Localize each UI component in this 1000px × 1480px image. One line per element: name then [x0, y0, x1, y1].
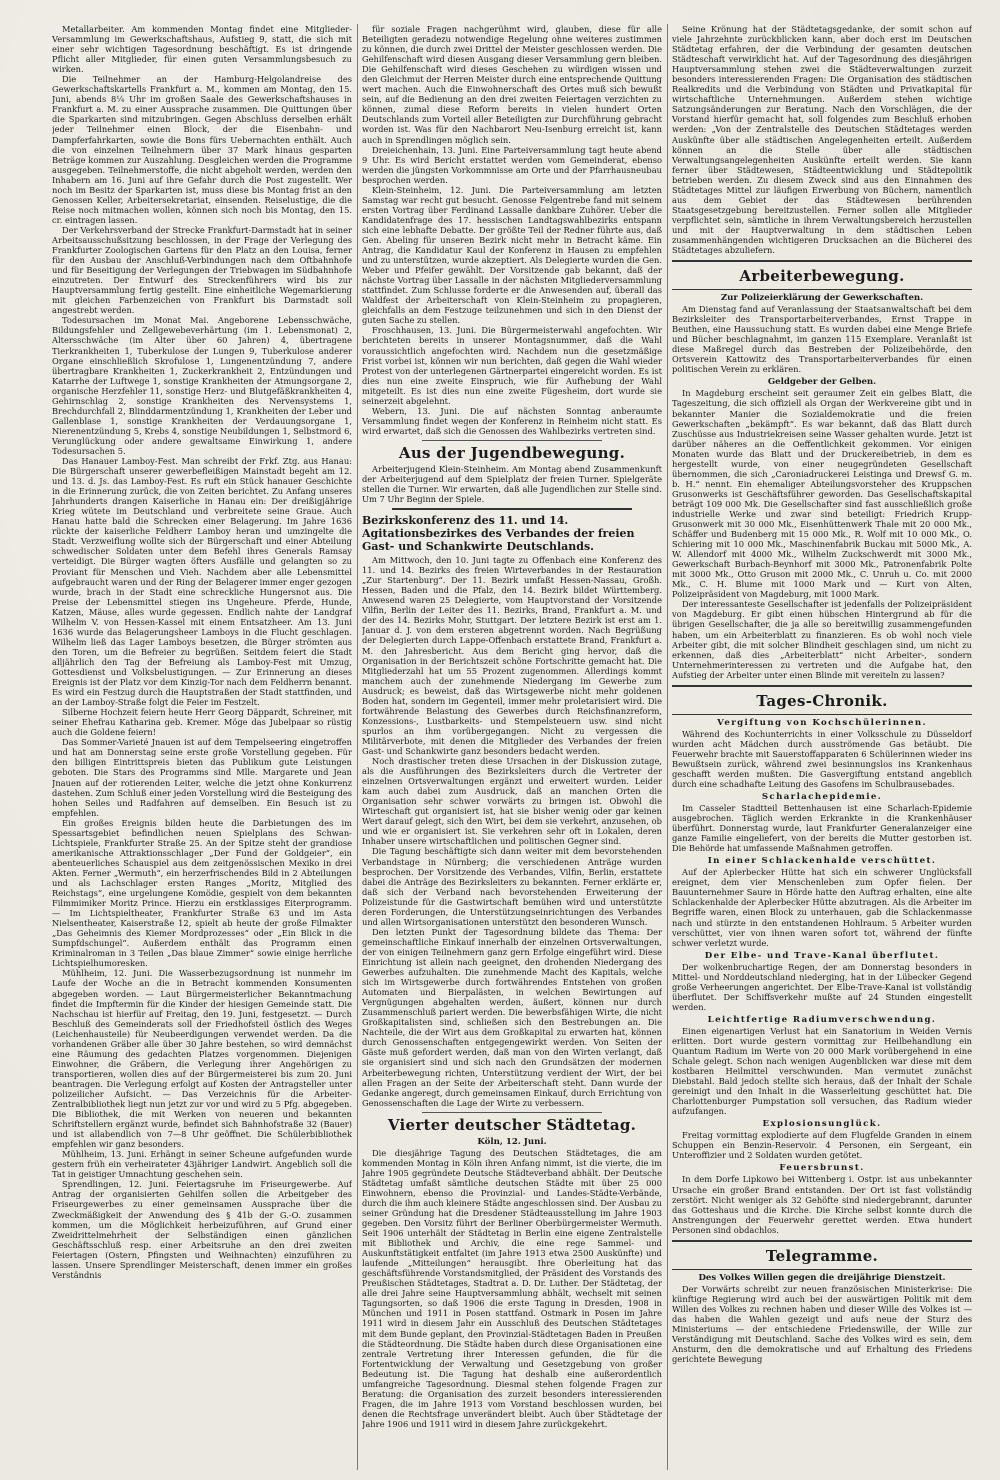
- article-sommer-variete: Das Sommer-Varieté Jnauen ist auf dem Tempelseering eingetroffen und hat am Donnerstag seine erste große Vorstellung gegeben. Für den billigen Eintrittspreis bieten das Publikum gute Leistungen geboten. Die Stars des Programms sind Mlle. Margarete und Jean Jnauen auf der rotierenden Leiter, welche die jetzt ohne Konkurrenz dastehen. Zum Schluß einer jeden Vorstellung wird die Besteigung des hohen Seiles und Radfahren auf demselben. Ein Besuch ist zu empfehlen.: [52, 737, 352, 818]
- article-silberne-hochzeit: Silberne Hochzeit feiern heute Herr Georg Däppardt, Schreiner, mit seiner Ehefrau Katharina geb. Kremer. Möge das Jubelpaar so rüstig auch die Goldene feiern!: [52, 707, 352, 738]
- section-divider: [422, 1112, 602, 1113]
- section-heading-tages-chronik: Tages-Chronik.: [756, 691, 888, 710]
- article-lamboy-fest: Das Hanauer Lamboy-Fest. Man schreibt der Frkf. Ztg. aus Hanau: Die Bürgerschaft unserer gewerbefleißigen Mainstadt begeht am 12. und 13. d. Js. das Lamboy-Fest. Es ruft ein Stück hanauer Geschichte in die Erinnerung zurück, die von Zeiten berichtet. Zu Anfang unseres Jahrhunderts drangen Kaiserliche in Hanau ein: Der dreißigjährige Krieg wütete im Deutschland und verbreitete seine Graue. Auch Hanau hatte bald die Schrecken einer Belagerung. Im Jahre 1636 rückte der kaiserliche Feldherr Lamboy heran und umzingelte die Stadt. Verzweiflung wollte sich der Bürgerschaft und einer Abteilung schwedischer Soldaten unter dem Befehl ihres Generals Ramsay verteidigt. Die Bürger wagten öfters Ausfälle und gelangten so zu Proviant für Menschen und Vieh. Nachdem aber alle Lebensmittel aufgebraucht waren und der Ring der Belagerer immer enger gezogen wurde, brach in der Stadt eine schreckliche Hungersnot aus. Die Preise der Lebensmittel stiegen ins Ungeheure. Pferde, Hunde, Katzen, Mäuse, alles wurde gegessen. Endlich nahte der Landgraf Wilhelm V. von Hessen-Kassel mit einem Entsatzheer. Am 13. Juni 1636 wurde das Belagerungsheer Lamboys in die Flucht geschlagen. Wilhelm ließ das Lager Lamboys besetzen, die Bürger strömten aus den Toren, um die Befreier zu begrüßen. Seitdem feiert die Stadt alljährlich den Tag der Befreiung als Lamboy-Fest mit Umzug, Gottesdienst und Volksbelustigungen. — Zur Erinnerung an dieses Ereignis ist der Platz vor dem Kinzig-Tor nach dem Feldherrn benannt. Es wird ein Festzug durch die Hauptstraßen der Stadt stattfinden, und an der Lamboy-Straße folgt die Feier im Festzelt.: [52, 456, 352, 708]
- article-bezirkskonferenz-2: Noch drastischer treten diese Ursachen in der Diskussion zutage, als die Ausführungen des Bezirksleiters durch die Vertreter der einzelnen Ortsverwaltungen ergänzt und erweitert wurden. Leider kam auch dabei zum Ausdruck, daß an manchen Orten die Organisation sehr schwer vorwärts zu bringen ist. Obwohl die Wirteschaft gut organisiert ist, hat sie bisher wenig oder gar keinen Wert darauf gelegt, sich den Wirt, bei dem sie verkehrt, anzusehen, ob und wie er organisiert ist. Sie verkehren sehr oft in Lokalen, deren Inhaber unsere wirtschaftlichen und politischen Gegner sind.: [362, 756, 662, 847]
- article-muehlheim-12: Mühlheim, 12. Juni. Die Wasserbezugsordnung ist nunmehr im Laufe der Woche an die in Betracht kommenden Konsumenten abgegeben worden. — Laut Bürgermeisterlicher Bekanntmachung findet die Impftermin für die Kinder der hiesigen Gemeinde statt. Die Nachschau ist hierfür auf Freitag, den 19. Juni, festgesetzt. — Durch Beschluß des Gemeinderats soll der Friedhofsteil östlich des Weges (Leichenhausteile) für Neubeerdigungen verwendet werden. Da die vorhandenen Gräber alle über 30 Jahre bestehen, so wird demnächst eine Räumung des gedachten Platzes vorgenommen. Diejenigen Einwohner, die Gräbern, die Verlegung ihrer Angehörigen zu transportieren, wollen dies auf der Bürgermeisterei bis zum 20. Juni beantragen. Die Verlegung erfolgt auf Kosten der Antragsteller unter polizeilicher Aufsicht. — Das Verzeichnis für die Arbeiter-Zentralbibliothek liegt nun jetzt zur vor und wird zu 5 Pfg. abgegeben. Die Bibliothek, die mit Werken von neueren und bekannten Schriftstellern ergänzt wurde, befindet sich Bahnhofstraße 32 (Bauer) und ist allabendlich von 7—8 Uhr geöffnet. Die Schülerbibliothek empfehlen wir ganz besonders.: [52, 968, 352, 1150]
- subheading-schlackenhalde: In einer Schlackenhalde verschüttet.: [707, 856, 937, 867]
- article-webern: Webern, 13. Juni. Die auf nächsten Sonntag anberaumte Versammlung findet wegen der Konferenz in Reinheim nicht statt. Es wird erwartet, daß sich die Genossen des Wahlbezirks vertreten sind.: [362, 405, 662, 436]
- article-continuation: für soziale Fragen nachgerühmt wird, glauben, diese für alle Beteiligten geradezu notwendige Regelung ohne weiteres zustimmen zu können, die durch zwei Drittel der Meister geschlossen werden. Die Gehilfenschaft wird diesen Ausgang dieser Versammlung gern bleiben. Die Gehilfenschaft wird dieses Geschehen zu würdigen wissen und den Gleichmut der Herren Meister durch eine entsprechende Quittung wert machen. Auch die Einwohnerschaft des Ortes muß sich bewußt sein, auf die Bedienung an den drei zweiten Feiertagen verzichten zu können, zumal diese Reform bereits in vielen hundert Orten Deutschlands zum Vorteil aller Beteiligten zur Durchführung gebracht worden ist. Was für den Nachbarort Neu-Isenburg erreicht ist, kann auch in Sprendlingen möglich sein.: [362, 24, 662, 145]
- subheading-polizeierklaerung: Zur Polizeierklärung der Gewerkschaften.: [720, 293, 924, 304]
- section-heading-arbeiterbewegung: Arbeiterbewegung.: [739, 267, 905, 286]
- article-metallarbeiter: Metallarbeiter. Am kommenden Montag findet eine Mitglieder-Versammlung im Gewerkschaftshaus, Aufstieg 9, statt, die sich mit einer sehr wichtigen Tagesordnung beschäftigt. Es ist dringende Pflicht aller Mitglieder, für einen guten Versammlungsbesuch zu wirken.: [52, 24, 352, 75]
- article-explosion: Freitag vormittag explodierte auf dem Flugfelde Granden in einem Schuppen ein Benzin-Reservoir. 4 Personen, ein Sergeant, ein Unteroffizier und 2 Soldaten wurden getötet.: [672, 1130, 972, 1161]
- article-arbeiterjugend: Arbeiterjugend Klein-Steinheim. Am Montag abend Zusammenkunft der Arbeiterjugend auf dem Spielplatz der freien Turner. Spielgeräte stellen die Turner. Wir erwarten, daß alle Jugendlichen zur Stelle sind. Um 7 Uhr Beginn der Spiele.: [362, 463, 662, 505]
- section-heading-jugend: Aus der Jugendbewegung.: [398, 443, 626, 462]
- subheading-volkes-willen: Des Volkes Willen gegen die dreijährige Dienstzeit.: [698, 1272, 946, 1283]
- article-sprendlingen: Sprendlingen, 12. Juni. Feiertagsruhe im Friseurgewerbe. Auf Antrag der organisierten Gehilfen sollen die Arbeitgeber des Friseurgewerbes zu einer gemeinsamen Aussprache über die Zweckmäßigkeit der Anwendung des § 41b der G.-O. zusammen kommen, um die Möglichkeit herbeizuführen, auf Grund einer Zweidrittelmehrheit der Selbständigen einen gänzlichen Geschäftsschluß resp. einer Arbeitsruhe an den drei zweiten Feiertagen (Ostern, Pfingsten und Weihnachten) einzuführen zu lassen. Unsere Sprendlinger Meisterschaft, denen immer ein großes Verständnis: [52, 1179, 352, 1280]
- article-feuersbrunst: In dem Dorfe Lipkowo bei Wittenberg i. Ostpr. ist aus unbekannter Ursache ein großer Brand entstanden. Der Ort ist fast vollständig zerstört. Nicht weniger als 32 Gehöfte sind niedergebrannt, darunter das Gotteshaus und die Kirche. Die Kirche selbst konnte durch die Anstrengungen der Feuerwehr gerettet werden. Etwa hundert Personen sind obdachlos.: [672, 1174, 972, 1235]
- article-telegramm: Der Vorwärts schreibt zur neuen französischen Ministerkrise: Die künftige Regierung wird auch bei der auswärtigen Politik mit dem Willen des Volkes zu rechnen haben und dieser Wille des Volkes ist — das haben die Wahlen gezeigt und aufs neue der Sturz des Ministeriums — der entschiedene Friedenswille, der Wille zur Verständigung mit Deutschland. Sache des Volkes wird es sein, dem Ansturm, den die demokratische und auf Erhaltung des Friedens gerichtete Bewegung: [672, 1283, 972, 1365]
- section-divider: [392, 508, 632, 510]
- article-geldgeber-2: Der interessanteste Gesellschafter ist jedenfalls der Polizeipräsident von Magdeburg. Er gibt einen hübschen Hintergrund ab für die übrigen Gesellschafter, die ja alle so bereitwillig zusammengefunden haben, um ein Arbeiterblatt zu finanzieren. Es ob wohl noch viele Arbeiter gibt, die mit solcher Blindheit geschlagen sind, um nicht zu erkennen, daß dies „Arbeiterblatt“ nicht Arbeiter-, sondern Unternehmerinteressen zu vertreten und die Aufgabe hat, den Aufstieg der Arbeiter unter einen Blinde mit vereiteln zu lassen?: [672, 599, 972, 680]
- article-grosses-ereignis: Ein großes Ereignis bilden heute die Darbietungen des im Spessartsgebiet befindlichen neuen Spielplans des Schwan-Lichtspiele, Frankfurter Straße 25. An der Spitze steht der grandiose amerikanische Attraktionsschlager „Der Fund der Goldgeier“, ein abenteuerliches Schauspiel aus dem zeitgenössischen Mexiko in drei Akten. Ferner „Wermuth“, ein herzerfrischendes Bild in 2 Abteilungen und als Lachschlager ersten Ranges „Moritz, Mitglied des Reichstags“, eine urgelungene Komödie, gespielt von dem bekannten Filmmimiker Moritz Prince. Hierzu ein erstklassiges Eiterprogramm. — Im Lichtspieltheater, Frankfurter Straße 63 und im Asta Nielsentheater, Kaiserstraße 12, spielt ab heute der große Filmakter „Das Geheimnis des Kiemer Mordprozesses“ oder „Ein Blick in die Sumpfdschungel“. Außerdem enthält das Programm einen Kriminalroman in 3 Teilen „Das blaue Zimmer“ sowie einige herrliche Lichtspielhumoresken.: [52, 817, 352, 969]
- subheading-scharlach: Scharlachepidemie.: [761, 792, 883, 803]
- article-scharlach: Im Casseler Stadtteil Bettenhausen ist eine Scharlach-Epidemie ausgebrochen. Täglich werden Erkrankte in die Krankenhäuser überführt. Donnerstag wurde, laut Frankfurter Generalanzeiger eine ganze Familie eingeliefert, von der bereits die Mutter gestorben ist. Die Behörde hat umfassende Maßnahmen getroffen.: [672, 803, 972, 854]
- subheading-radium: Leichtfertige Radiumverschwendung.: [707, 1014, 937, 1025]
- article-bezirkskonferenz-4: Den letzten Punkt der Tagesordnung bildete das Thema: Der gemeinschaftliche Einkauf innerhalb der einzelnen Ortsverwaltungen, der von einigen Teilnehmern ganz gern Erfolge eingeführt wird. Diese Einrichtung ist allein nach geeignet, den drohenden Niedergang des Gewerbes aufzuhalten. Die zunehmende Macht des Kapitals, welche sich im Wirtsgewerbe durch fortwährendes Entstehen von großen Automaten und Bierpalästen, in welchen Bewirtungen auf Vergnügungen abgehalten werden, äußert, können nur durch Zusammenschluß pariert werden. Die bewerbsfähigen Wirte, die nicht Großkapitalisten sind, schließen sich den Bestrebungen an. Die Nachteile, die der Wirt aus dem Großkapital zu erwarten hat, können durch Genossenschaften entgegengewirkt werden. Von Seiten der Gäste muß gefordert werden, daß man von den Wirten verlangt, daß sie organisiert sind und sich nach den Grundsätzen der modernen Arbeiterbewegung richten, Unterstützung verdient der Wirt, der bei allen Fragen an der Seite der Arbeiterschaft steht. Dann wurde der Gedanke angeregt, durch gemeinsamen Einkauf, durch Errichtung von Genossenschaften die Lage der Wirte zu verbessern.: [362, 926, 662, 1108]
- article-schlackenhalde: Auf der Aplerbecker Hütte hat sich ein schwerer Unglücksfall ereignet, dem vier Menschenleben zum Opfer fielen. Der Bauunternehmer Saure in Hörde hatte den Auftrag erhalten, eine alte Schlackenhalde der Aplerbecker Hütte abzutragen. Als die Arbeiter im Begriffe waren, einen Block zu unterhauen, gab die Schlackenmasse nach und stürzte in den entstandenen Hohlraum. 5 Arbeiter wurden verschüttet, vier von ihnen waren sofort tot, während der fünfte schwer verletzt wurde.: [672, 867, 972, 948]
- article-verkehrsverband: Der Verkehrsverband der Strecke Frankfurt-Darmstadt hat in seiner Arbeitsausschußsitzung beschlossen, in der Frage der Verlegung des Frankfurter Zoologischen Gartens für den Platz an den Louisa, ferner für den Ausbau der Anschluß-Verbindungen nach dem Oftbahnhofe und für Beseitigung der Verlegungen der Triebwagen im Südbahnhofe einzutreten. Der Entwurf des Streckenführers wird bis zur Hauptversammlung fertig gestellt. Eine einheitliche Wegemarkierung mit gleichen Farbenzeichen von Frankfurt bis Darmstadt soll angestrebt werden.: [52, 224, 352, 316]
- subheading-vergiftung: Vergiftung von Kochschülerinnen.: [717, 717, 927, 728]
- section-divider: [422, 440, 602, 441]
- section-header-box: [672, 1240, 972, 1270]
- article-dreieichenhain: Dreieichenhain, 13. Juni. Eine Parteiversammlung tagt heute abend 9 Uhr. Es wird Bericht erstattet werden vom Gemeinderat, ebenso werden die jüngsten Vorkommnisse am Orte und der Pfarrhausneubau besprochen werden.: [362, 144, 662, 185]
- article-radium: Einen eigenartigen Verlust hat ein Sanatorium in Weiden Vernis erlitten. Dort wurde gestern vormittag zur Heilbehandlung ein Quantum Radium im Werte von 20 000 Mark vorübergehend in eine Schale gelegt. Schon nach wenigen Augenblicken war diese mit dem kostbaren Heilmittel verschwunden. Man vermutet zunächst Diebstahl. Bald jedoch stellte sich heraus, daß der Inhalt der Schale gereinigt und den Inhalt in die Wasserleitung geschüttet hat. Die Charlottenburger Pumpstation soll versuchen, das Radium wieder aufzufangen.: [672, 1025, 972, 1117]
- subheading-geldgeber: Geldgeber der Gelben.: [767, 377, 877, 388]
- column-rule: [357, 24, 358, 1470]
- column-rule: [667, 24, 668, 1470]
- article-vergiftung: Während des Kochunterrichts in einer Volksschule zu Düsseldorf wurden acht Mädchen durch ausströmende Gas betäubt. Die Feuerwehr brachte mit Sauerstoffapparaten 6 Schülerinnen wieder ins Bewußtsein zurück, während zwei besinnungslos ins Krankenhaus geschafft werden mußten. Die Gasvergiftung entstand angeblich durch eine schadhafte Leitung des Gasofens im Schulbrausebades.: [672, 728, 972, 789]
- subheading-explosion: Explosionsunglück.: [762, 1119, 882, 1130]
- article-bezirkskonferenz-3: Die Tagung beschäftigte sich dann weiter mit dem bevorstehenden Verbandstage in Nürnberg; die verschiedenen Anträge wurden besprochen. Der Vorsitzende des Verbandes, Vilfin, Berlin, erstattete dabei die Anträge des Bezirksleiters zu bekannten. Ferner erklärte er, daß sich der Verband nach bevorstehenden Erweiterung der Polizeistunde für die Gastwirtschaft bemühen wird und unterstützte deren Forderungen, die Unterstützungseinrichtungen des Verbandes und allen Wirtsorganisationen unterstützt den besonderen Wunsch.: [362, 846, 662, 927]
- section-header-box: [672, 685, 972, 715]
- headline-bezirkskonferenz: Bezirkskonferenz des 11. und 14. Agitationsbezirkes des Verbandes der freien Gast- und Schankwirte Deutschlands.: [362, 514, 635, 554]
- article-klein-steinheim: Klein-Steinheim, 12. Juni. Die Parteiversammlung am letzten Samstag war recht gut besucht. Genosse Felgentrebe fand mit seinem ersten Vortrag über Ferdinand Lassalle dankbare Zuhörer. Ueber die Kandidatenfrage des 17. hessischen Landtagswahlbezirks entspann sich eine lebhafte Debatte. Der größte Teil der Redner führte aus, daß Gen. Abeling für unseren Bezirk nicht mehr in Betracht käme. Ein Antrag, die Kandidatur Kaul der Konferenz in Hausen zu empfehlen und zu unterstützen, wurde akzeptiert. Als Delegierte wurden die Gen. Weber und Pfeifer gewählt. Der Vorsitzende gab bekannt, daß der nächste Vortrag über Lassalle in der nächsten Mitgliederversammlung stattfindet. Zum Schlusse forderte er die Anwesenden auf, überall das Waldfest der Arbeiterschaft von Klein-Steinheim zu propagieren, gleichfalls an dem Festzuge teilzunehmen und sich in den Dienst der guten Sache zu stellen.: [362, 184, 662, 326]
- article-froschhausen: Froschhausen, 13. Juni. Die Bürgermeisterwahl angefochten. Wir berichteten bereits in unserer Montagsnummer, daß die Wahl voraussichtlich angefochten wird. Nachdem nun die gesetzmäßige Frist vorbei ist, können wir nun berichten, daß gegen die Wahl wieder Protest von der unterlegenen Gärtnerpartei eingereicht worden. Es ist dies nun eine zweite Einspruch, wie für Aufhebung der Wahl mitgeteilt. Es ist dies nun eine zweite Fügesheim, dort wurde sie seinerzeit abgelehnt.: [362, 325, 662, 406]
- section-header-box: [672, 260, 972, 290]
- column-left: [52, 24, 352, 1472]
- subheading-feuersbrunst: Feuersbrunst.: [779, 1163, 865, 1174]
- article-helgoland: Die Teilnehmer an der Hamburg-Helgolandreise des Gewerkschaftskartells Frankfurt a. M., kommen am Montag, den 15. Juni, abends 8¼ Uhr im großen Saale des Gewerkschaftshauses in Frankfurt a. M. zu einer Aussprache zusammen. Die Quittungen über die Sparkarten sind mitzubringen. Gegen Abschluss derselben erhält jeder Teilnehmer einen Block, der die Eisenbahn- und Dampferfahrkarten, sowie die Bons fürs Uebernachten enthält. Auch die von einzelnen Teilnehmern über 37 Mark hinaus gesparten Beträge kommen zur Auszahlung. Desgleichen werden die Programme ausgegeben. Teilnehmerstoffe, die nicht abgeholt werden, werden den Inhabern am 16. Juni auf ihre Gefahr durch die Post zugestellt. Wer noch im Besitz der Sparkarten ist, muss diese bis Montag frist an den Genossen Keller, Arbeitersekretariat, einsenden. Reiselustige, die die Reise noch mitmachen wollen, können sich noch bis Montag, den 15. cr. eintragen lassen.: [52, 74, 352, 225]
- headline-staedtetag: Vierter deutscher Städtetag.: [387, 1115, 637, 1134]
- article-bezirkskonferenz-1: Am Mittwoch, den 10. Juni tagte zu Offenbach eine Konferenz des 11. und 14. Bezirks des freien Wirteverbandes in der Restauration „Zur Startenburg“. Der 11. Bezirk umfaßt Hessen-Nassau, Großh. Hessen, Baden und die Pfalz, den 14. Bezirk bildet Württemberg. Anwesend waren 25 Delegierte, vom Hauptvorstand der Vorsitzende Vilfin, Berlin der Leiter des 11. Bezirks, Brand, Frankfurt a. M. und der des 14. Bezirks Mohr, Stuttgart. Der letztere Bezirk ist erst am 1. Januar d. J. von dem ersteren abgetrennt worden. Nach Begrüßung der Delegierten durch Lappe-Offenbach erstattete Brand, Frankfurt a. M. den Jahresbericht. Aus dem Bericht ging hervor, daß die Organisation in der Berichtszeit schöne Fortschritte gemacht hat. Die Mitgliederzahl hat um 55 Prozent zugenommen. Allerdings kommt manchem auch der zunehmende Niedergang im Gewerbe zum Ausdruck; es beweist, daß das Wirtsgewerbe nicht mehr goldenen Boden hat, sondern im Gegenteil, immer mehr proletarisiert wird. Die fortwährende Belastung des Gewerbes durch Reichsfinanzreform, Konzessions-, Lustbarkeits- und Stempelsteuern usw. sind nicht spurlos an ihm vorübergegangen. Nicht zu vergessen die Militärverbote, mit denen die Mitglieder des Verbandes der freien Gast- und Schankwirte ganz besonders bedacht werden.: [362, 555, 662, 756]
- column-right: [672, 24, 972, 1472]
- article-staedtetag-continuation: Seine Krönung hat der Städtetagsgedanke, der somit schon auf viele Jahrzehnte zurückblicken kann, aber doch erst im Deutschen Städtetag erfahren, der die Verbindung der gesamten deutschen Städteschaft verwirklicht hat. Auf der Tagesordnung des diesjährigen Hauptversammlung stehen zwei die Städteverwaltungen zurzeit besonders interessierenden Fragen: Die Organisation des städtischen Realkredits und die Verbindung von Städten und Privatkapital für wirtschaftliche Unternehmungen. Außerdem stehen wichtige Satzungsänderungen zur Beratung. Nach den Vorschlägen, die der Vorstand hierfür gemacht hat, soll folgendes zum Beschluß erhoben werden: „Von der Zentralstelle des Deutschen Städtetages werden Auskünfte über alle städtischen Angelegenheiten erteilt. Außerdem können an die Stelle über alle städtischen Verwaltungsangelegenheiten Auskünfte erteilt werden. Sie kann ferner über Städtewesen, Städteentwicklung und Städtepolitik betrieben werden. Zu diesem Zweck sind aus den Einnahmen des Städtetages Mittel zur läufigen Erwerbung von Büchern, namentlich aus dem Gebiet der das Städtewesen berührenden Staatsgesetzgebung bereitzustellen. Ferner sollen alle Mitglieder verpflichtet sein, sämtliche in ihrem Verwaltungsbereich herzustellen und mit der Hauptverwaltung in dem städtischen Leben zusammenhängenden wichtigeren Drucksachen an die Bücherei des Städtetages abzuliefern.: [672, 24, 972, 256]
- article-muehlheim-13: Mühlheim, 13. Juni. Erhängt in seiner Scheune aufgefunden wurde gestern früh ein verheirateter 43jähriger Landwirt. Angeblich soll die Tat in geistiger Umnachtung geschehen sein.: [52, 1149, 352, 1180]
- article-todesursachen: Todesursachen im Monat Mai. Angeborene Lebensschwäche, Bildungsfehler und Zellgewebeverhärtung (im 1. Lebensmonat) 2, Altersschwäche (im Alter über 60 Jahren) 4, übertragene Tierkrankheiten 1, Tuberkulose der Lungen 9, Tuberkulose anderer Organe einschließlich Skrofulose 1, Lungenentzündung 7, andere übertragbare Krankheiten 1, Zuckerkrankheit 2, Entzündungen und Katarrhe der Luftwege 1, sonstige Krankheiten der Atmungsorgane 2, organische Herzfehler 11, sonstige Herz- und Blutgefäßkrankheiten 4, Gehirnschlag 2, sonstige Krankheiten des Nervensystems 1, Brechdurchfall 2, Blinddarmentzündung 1, Krankheiten der Leber und Gallenblase 1, sonstige Krankheiten der Verdauungsorgane 1, Nierenentzündung 5, Krebs 4, sonstige Neubildungen 1, Selbstmord 6, Verunglückung oder andere gewaltsame Einwirkung 1, andere Todesursachen 5.: [52, 315, 352, 456]
- article-kanal: Der wolkenbruchartige Regen, der am Donnerstag besonders in Mittel- und Norddeutschland niederging, hat in der Lübecker Gegend große Verheerungen angerichtet. Der Elbe-Trave-Kanal ist vollständig überflutet. Der Schiffsverkehr mußte auf 24 Stunden eingestellt werden.: [672, 961, 972, 1012]
- column-middle: [362, 24, 662, 1472]
- section-heading-telegramme: Telegramme.: [765, 1246, 879, 1265]
- article-geldgeber-1: In Magdeburg erscheint seit geraumer Zeit ein gelbes Blatt, die Tageszeitung, die sich offiziell als Organ der Werkvereine gibt und in bekannter Manier die Sozialdemokratie und die freien Gewerkschaften „bekämpft“. Es war bekannt, daß das Blatt durch Zuschüsse aus Industriekreisen seine Wasser gehalten wurde. Jetzt ist darüber näheres an die Oeffentlichkeit gekommen. Vor einigen Monaten wurde das Blatt und der Druckereibetrieb, in dem es hergestellt wurde, von einer neugegründeten Gesellschaft übernommen, die sich „Caroniadruckerei Leistinga und Drewsf G. m. b. H.“ nennt. Ein ehemaliger Abteilungsvorsteher des Kruppschen Grusonwerks ist Geschäftsführer geworden. Das Gesellschaftskapital beträgt 109 000 Mk. Die Gesellschafter sind fast ausschließlich große industrielle Werke und zwar sind beteiligt: Friedrich Krupp-Grusonwerk mit 30 000 Mk., Eisenhüttenwerk Thale mit 20 000 Mk., Schäffer und Budenberg mit 15 000 Mk., R. Wolf mit 10 000 Mk., O. Schiering mit 10 000 Mk., Maschinenfabrik Buckau mit 5000 Mk., A. W. Allendorf mit 4000 Mk., Wilhelm Zuckschwerdt mit 3000 Mk., Gewerkschaft Burbach-Beynhorf mit 3000 Mk., Patronenfabrik Polte mit 3000 Mk., Otto Gruson mit 2000 Mk., C. Unruh u. Co. mit 2000 Mk., C. H. Blume mit 1000 Mark und — Kurt von Alten, Polizeipräsident von Magdeburg, mit 1000 Mark.: [672, 388, 972, 600]
- subheading-kanal: Der Elbe- und Trave-Kanal überflutet.: [704, 950, 940, 961]
- article-staedtetag: Die diesjährige Tagung des Deutschen Städtetages, die am kommenden Montag in Köln ihren Anfang nimmt, ist die vierte, die im Jahre 1905 gegründete Deutsche Städteverband abhält. Der Deutsche Städtetag umfaßt sämtliche deutschen Städte mit über 25 000 Einwohnern, ebenso die Provinzial- und Landes-Städte-Verbände, durch die ihm auch kleinere Städte angeschlossen sind. Der Ausbau zu seiner Gründung hat die Dresdener Städteausstellung im Jahre 1903 gegeben. Den Vorsitz führt der Berliner Oberbürgermeister Wermuth. Seit 1906 unterhält der Städtetag in Berlin eine eigene Zentralstelle mit Bibliothek und Archiv, die eine rege Sammel- und Auskunftstätigkeit entfaltet (im Jahre 1913 etwa 2500 Auskünfte) und laufende „Mitteilungen“ herausgibt. Ihre Oberleitung hat das geschäftsführende Vorstandsmitglied, der Präsident des Vorstands des Preußischen Städtetages, Stadtrat a. D. Dr. Luther. Der Städtetag, der alle drei Jahre seine Hauptversammlung abhält, wechselt mit seinen Tagungsorten, so daß 1906 die erste Tagung in Dresden, 1908 in München und 1911 in Posen stattfand. Ostmark in Posen im Jahre 1911 wird in diesem Jahr ein Ausschluß des Deutschen Städtetages mit dem Bunde geplant, den Provinzial-Städtetagen Baden in Preußen die Städteordnung. Die Städte haben durch diese Organisationen eine zentrale Vertretung ihrer Interessen gefunden, die für die Fortentwicklung der Verwaltung und Gesetzgebung von großer Bedeutung ist. Die Tagung hat deshalb eine außerordentlich umfangreiche Tagesordnung. Diesmal stehen folgende Fragen zur Beratung: die Organisation des zurzeit besonders interessierenden Fragen, die im Jahre 1913 vom Vorstand beschlossen wurden, bei denen die Rechtsfrage unverändert bleibt. Auch über Städtetage der Jahre 1906 und 1911 wird in diesem Jahre zurückgekehrt.: [362, 1147, 662, 1429]
- article-polizeierklaerung: Am Dienstag fand auf Veranlassung der Staatsanwaltschaft bei dem Bezirksleiter des Transportarbeiterverbandes, Ernst Trappe in Beuthen, eine Haussuchung statt. Es wurden dabei eine Menge Briefe und Bücher beschlagnahmt, im ganzen 115 Exemplare. Veranlaßt ist diese Maßregel durch das Bestreben der Polizeibehörde, den Ortsverein Kattowitz des Transportarbeiterverbandes für einen politischen Verein zu erklären.: [672, 304, 972, 375]
- dateline-koeln: Köln, 12. Juni.: [477, 1136, 547, 1147]
